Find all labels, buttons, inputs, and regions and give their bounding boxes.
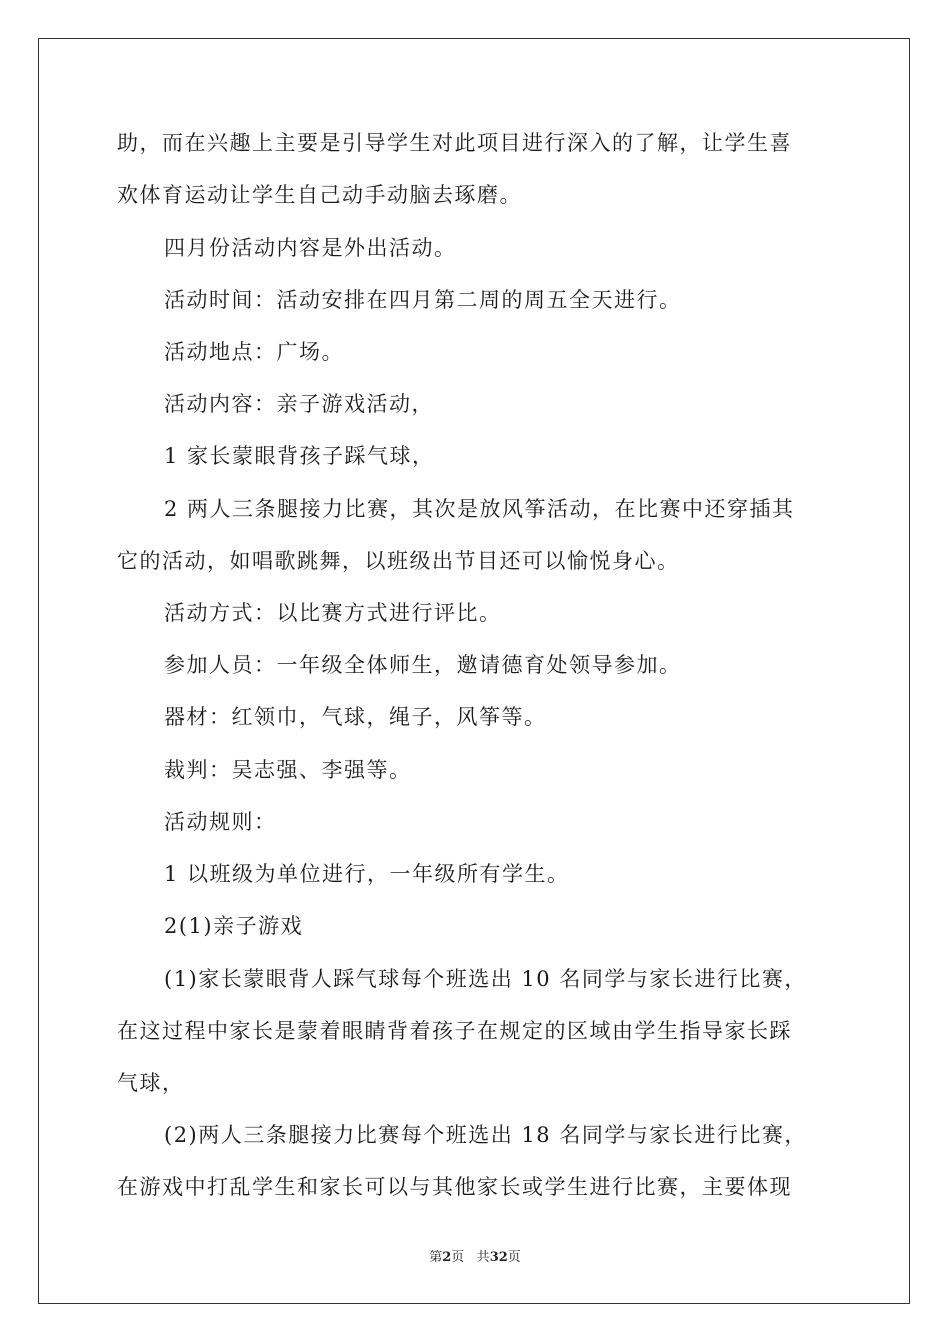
text-line: 在游戏中打乱学生和家长可以与其他家长或学生进行比赛，主要体现 (117, 1175, 792, 1199)
text-line: 2 两人三条腿接力比赛，其次是放风筝活动，在比赛中还穿插其 (164, 497, 795, 521)
text-line: (2)两人三条腿接力比赛每个班选出 18 名同学与家长进行比赛， (164, 1123, 807, 1147)
text-line: 助，而在兴趣上主要是引导学生对此项目进行深入的了解，让学生喜 (117, 131, 792, 155)
text-line: 器材：红领巾，气球，绳子，风筝等。 (164, 705, 547, 729)
page-prefix: 第 (429, 1250, 443, 1265)
text-line: 1 家长蒙眼背孩子踩气球， (164, 444, 435, 468)
total-suffix: 页 (507, 1250, 521, 1265)
text-line: (1)家长蒙眼背人踩气球每个班选出 10 名同学与家长进行比赛， (164, 967, 807, 991)
text-line: 欢体育运动让学生自己动手动脑去琢磨。 (117, 183, 522, 207)
text-line: 活动内容：亲子游戏活动， (164, 392, 434, 416)
text-line: 1 以班级为单位进行，一年级所有学生。 (164, 862, 570, 886)
text-line: 参加人员：一年级全体师生，邀请德育处领导参加。 (164, 653, 682, 677)
text-line: 活动时间：活动安排在四月第二周的周五全天进行。 (164, 288, 682, 312)
text-line: 活动方式：以比赛方式进行评比。 (164, 601, 502, 625)
current-page-number: 2 (442, 1250, 452, 1265)
text-line: 它的活动，如唱歌跳舞，以班级出节目还可以愉悦身心。 (117, 549, 680, 573)
total-page-number: 32 (489, 1250, 508, 1265)
text-line: 2(1)亲子游戏 (164, 914, 304, 938)
text-line: 活动地点：广场。 (164, 340, 344, 364)
text-line: 四月份活动内容是外出活动。 (164, 236, 457, 260)
page-suffix: 页 (451, 1250, 465, 1265)
text-line: 裁判：吴志强、李强等。 (164, 758, 412, 782)
total-prefix: 共 (476, 1250, 490, 1265)
text-line: 在这过程中家长是蒙着眼睛背着孩子在规定的区域由学生指导家长踩 (117, 1019, 792, 1043)
text-line: 活动规则： (164, 810, 277, 834)
text-line: 气球， (117, 1071, 185, 1095)
page-footer (0, 1246, 950, 1265)
